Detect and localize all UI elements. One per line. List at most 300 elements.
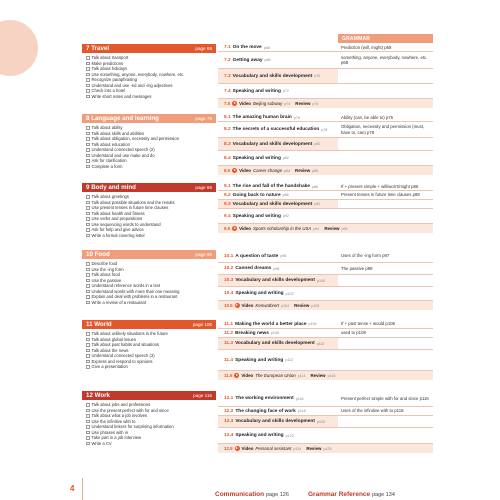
video-cell [218, 226, 433, 231]
lesson-page-ref: p82 [282, 156, 289, 160]
lesson-title-cell [218, 338, 338, 349]
lesson-grammar: something, anyone, everybody, nowhere, etc. p68 [341, 54, 428, 65]
objectives-list [82, 400, 216, 446]
video-page-ref: p104 [281, 303, 290, 308]
lesson-title: Vocabulary and skills development [232, 141, 313, 147]
lesson-page-ref: p120 [316, 419, 325, 424]
objective-text: Understand connected speech (3) [91, 353, 155, 358]
checkbox[interactable] [86, 425, 90, 429]
lesson-title: Vocabulary and skills development [235, 278, 315, 283]
unit-title-text: Body and mind [91, 184, 136, 191]
checkbox[interactable] [86, 273, 90, 277]
checkbox[interactable] [86, 442, 90, 446]
lesson-row[interactable] [218, 191, 433, 200]
objective-text: Talk about greetings [91, 194, 129, 199]
lesson-title-cell [218, 329, 338, 337]
lesson-title-cell [218, 122, 338, 137]
lesson-number: 7.4 [224, 88, 231, 94]
checkbox[interactable] [86, 95, 90, 99]
lesson-title-cell [218, 114, 338, 121]
lesson-page-ref: p86 [311, 184, 318, 189]
objective-text: Use the passive [91, 277, 122, 283]
video-cell [218, 373, 433, 378]
checkbox[interactable] [86, 403, 90, 407]
objective-text: Understand words with more than one meaning [91, 288, 180, 294]
lesson-title: Speaking and writing [232, 155, 281, 161]
video-lesson-number: 11.5 [224, 372, 233, 378]
lesson-title-cell [218, 407, 338, 415]
checkbox[interactable] [86, 431, 90, 435]
unit-title-text: Travel [91, 45, 110, 52]
unit-8 [82, 114, 433, 180]
video-label: Video [239, 100, 251, 106]
unit-header[interactable] [82, 44, 216, 53]
lesson-title-cell [218, 287, 338, 300]
lesson-row[interactable] [218, 275, 433, 287]
lesson-page-ref: p102 [285, 291, 294, 296]
lesson-row[interactable] [218, 416, 433, 428]
checkbox[interactable] [86, 148, 90, 152]
lesson-row[interactable] [218, 428, 433, 444]
video-review-row[interactable] [218, 444, 433, 453]
checkbox[interactable] [86, 301, 90, 305]
video-cell [218, 101, 433, 106]
objective-text: Use verbs and prepositions [91, 216, 143, 221]
video-lesson-number: 9.5 [224, 225, 231, 231]
review-label: Review [294, 302, 310, 308]
lesson-title: The amazing human brain [232, 115, 292, 120]
unit-9 [82, 183, 433, 243]
unit-page: page 116 [193, 393, 212, 398]
lesson-grammar: Present tenses in future time clauses p88 [341, 192, 420, 198]
objective-text: Write short notes and messages [91, 93, 152, 99]
lesson-title-cell [218, 138, 338, 150]
lesson-title-cell [218, 275, 338, 286]
checkbox[interactable] [86, 360, 90, 364]
lesson-number: 7.2 [224, 57, 231, 63]
checkbox[interactable] [86, 354, 90, 358]
checkbox[interactable] [86, 295, 90, 299]
objective-text: Use sequencing words to understand [91, 221, 161, 227]
lesson-title-cell [218, 151, 338, 165]
video-title: Sports scholarship in the USA [252, 225, 312, 231]
objective-item [86, 94, 216, 100]
lesson-row[interactable] [218, 250, 433, 263]
lesson-page-ref: p106 [308, 322, 317, 326]
lesson-row[interactable] [218, 114, 433, 122]
checkbox[interactable] [86, 420, 90, 424]
lesson-title: Canned dreams [235, 266, 272, 271]
lesson-page-ref: p116 [295, 396, 304, 401]
review-page-ref: p125 [323, 446, 332, 451]
checkbox[interactable] [86, 126, 90, 130]
objective-text: Write a formal covering letter [91, 232, 145, 238]
decorative-circle [0, 20, 38, 76]
lesson-title: Making the world a better place [235, 321, 307, 327]
unit-title [86, 45, 109, 52]
lesson-row[interactable] [218, 69, 433, 84]
objectives-list [82, 123, 216, 169]
checkbox[interactable] [86, 137, 90, 141]
lessons-column [218, 250, 433, 310]
video-review-row[interactable] [218, 301, 433, 310]
video-label: Video [241, 302, 254, 308]
checkbox[interactable] [86, 89, 90, 93]
lesson-title-cell [218, 44, 338, 51]
lesson-title-cell [218, 200, 338, 208]
video-label: Video [241, 445, 254, 451]
objective-text: Talk about unlikely situations in the future [91, 331, 168, 336]
unit-header[interactable] [82, 391, 216, 400]
lesson-row[interactable] [218, 122, 433, 138]
lesson-number: 11.2 [224, 330, 234, 336]
lesson-title: Speaking and writing [232, 88, 281, 94]
lesson-number: 8.4 [224, 155, 231, 161]
objective-text: Talk about what a job involves [91, 413, 148, 418]
unit-objectives-panel [82, 183, 216, 238]
lesson-page-ref: p68 [264, 58, 271, 62]
checkbox[interactable] [86, 165, 90, 169]
objective-text: Understand linkers for surprising information [91, 424, 174, 429]
lesson-page-ref: p108 [270, 331, 279, 335]
objective-text: Talk about health and fitness [91, 210, 145, 216]
video-label: Video [239, 167, 251, 173]
video-title: Personal assistant [255, 445, 292, 451]
lesson-title-cell [218, 263, 338, 274]
checkbox[interactable] [86, 414, 90, 418]
objective-text: Use the -ing form [91, 266, 124, 272]
lessons-column [218, 183, 433, 233]
objective-text: Take part in a job interview [91, 435, 142, 440]
unit-page: page 86 [195, 185, 212, 190]
objective-text: Write a CV [91, 440, 112, 446]
lesson-row[interactable] [218, 52, 433, 69]
lesson-title: Breaking news [235, 330, 269, 336]
lesson-page-ref: p92 [282, 214, 289, 218]
lesson-row[interactable] [218, 338, 433, 350]
checkbox[interactable] [86, 365, 90, 369]
unit-page: page 96 [195, 252, 212, 257]
lesson-row[interactable] [218, 407, 433, 416]
unit-title [86, 321, 112, 328]
lesson-grammar: Uses of the infinitive with to p118 [341, 408, 404, 414]
video-lesson-number: 10.5 [224, 302, 233, 308]
unit-header[interactable] [82, 250, 216, 259]
objectives-list [82, 329, 216, 370]
lesson-title: Speaking and writing [232, 213, 281, 219]
lesson-grammar: The passive p98 [341, 265, 373, 271]
checkbox[interactable] [86, 56, 90, 60]
unit-title [86, 115, 159, 122]
objective-text: Understand reference words in a text [91, 283, 161, 288]
video-play-icon [234, 373, 239, 378]
checkbox[interactable] [86, 67, 90, 71]
unit-page: page 68 [195, 46, 212, 51]
unit-objectives-panel [82, 320, 216, 370]
lesson-page-ref: p98 [273, 266, 280, 271]
lesson-number: 10.1 [224, 253, 234, 259]
footer-grammar-reference-page: page 134 [371, 492, 395, 498]
lesson-title: Vocabulary and skills development [232, 73, 313, 79]
checkbox[interactable] [86, 228, 90, 232]
unit-objectives-panel [82, 44, 216, 99]
lesson-page-ref: p68 [263, 45, 270, 50]
footer-communication-label: Communication [215, 491, 265, 498]
lesson-title: On the move [232, 45, 262, 50]
checkbox[interactable] [86, 436, 90, 440]
lessons-column [218, 391, 433, 453]
checkbox[interactable] [86, 201, 90, 205]
checkbox[interactable] [86, 217, 90, 221]
checkbox[interactable] [86, 206, 90, 210]
lesson-row[interactable] [218, 200, 433, 209]
lesson-grammar: Uses of the -ing form p97 [341, 253, 390, 259]
objective-text: Talk about past habits and situations [91, 342, 160, 347]
lesson-row[interactable] [218, 391, 433, 407]
checkbox[interactable] [86, 284, 90, 288]
review-page-ref: p85 [312, 168, 319, 173]
checkbox[interactable] [86, 279, 90, 283]
unit-number: 10 [86, 251, 93, 258]
lesson-row[interactable] [218, 151, 433, 166]
unit-title [86, 184, 136, 191]
lesson-number: 10.3 [224, 278, 234, 283]
footer-communication-page: page 126 [265, 492, 289, 498]
lesson-number: 8.3 [224, 141, 231, 147]
unit-number: 7 [86, 45, 90, 52]
lesson-row[interactable] [218, 44, 433, 52]
objective-text: Explain and deal with problems in a restaurant [91, 294, 178, 299]
checkbox[interactable] [86, 349, 90, 353]
video-cell [218, 446, 433, 451]
objective-text: Express and respond to opinions [91, 358, 153, 364]
checkbox[interactable] [86, 143, 90, 147]
objective-text: Ask for help and give advice [91, 227, 144, 232]
lesson-number: 12.4 [224, 433, 234, 438]
objective-item [86, 300, 216, 306]
lesson-grammar: used to p108 [341, 330, 366, 336]
unit-header[interactable] [82, 114, 216, 123]
lesson-page-ref: p78 [321, 127, 328, 132]
unit-objectives-panel [82, 114, 216, 169]
lesson-page-ref: p80 [314, 142, 321, 146]
lesson-row[interactable] [218, 183, 433, 191]
lesson-row[interactable] [218, 209, 433, 224]
lesson-title: Getting away [232, 57, 263, 63]
lessons-column [218, 320, 433, 380]
checkbox[interactable] [86, 262, 90, 266]
lesson-number: 7.1 [224, 45, 231, 50]
checkbox[interactable] [86, 132, 90, 136]
lesson-title-cell [218, 350, 338, 370]
checkbox[interactable] [86, 409, 90, 413]
lesson-title: Speaking and writing [235, 291, 284, 296]
objective-text: Talk about food [91, 272, 120, 277]
lesson-grammar: Present perfect simple with for and since p116 [341, 395, 429, 401]
checkbox[interactable] [86, 332, 90, 336]
lesson-row[interactable] [218, 138, 433, 151]
lesson-number: 11.3 [224, 341, 234, 346]
objective-text: Give a presentation [91, 364, 128, 369]
lesson-row[interactable] [218, 329, 433, 338]
checkbox[interactable] [86, 159, 90, 163]
objective-text: Talk about education [91, 141, 130, 147]
checkbox[interactable] [86, 343, 90, 347]
video-play-icon [232, 226, 237, 231]
objective-text: Understand and use make and do [91, 152, 155, 158]
video-lesson-number: 12.5 [224, 445, 233, 451]
objective-item [86, 364, 216, 370]
review-label: Review [310, 372, 326, 378]
lesson-title: The secrets of a successful education [232, 127, 320, 132]
lesson-page-ref: p118 [297, 409, 306, 413]
lesson-title: Vocabulary and skills development [235, 341, 315, 346]
lesson-grammar: Ability (can, be able to) p76 [341, 114, 394, 120]
video-lesson-number: 8.5 [224, 167, 231, 173]
footer-grammar-reference-label: Grammar Reference [308, 491, 371, 498]
lesson-page-ref: p112 [285, 358, 294, 362]
lesson-title-cell [218, 69, 338, 83]
objective-text: Describe food [91, 261, 118, 266]
lesson-row[interactable] [218, 320, 433, 329]
unit-12 [82, 391, 433, 463]
unit-number: 12 [86, 392, 93, 399]
lesson-number: 8.2 [224, 127, 231, 132]
video-play-icon [232, 101, 237, 106]
review-page-ref: p115 [327, 373, 336, 378]
video-play-icon [232, 168, 237, 173]
unit-number: 8 [86, 115, 90, 122]
lesson-title-cell [218, 250, 338, 262]
objective-text: Recognize paraphrasing [91, 77, 137, 82]
objective-text: Talk about ability [91, 125, 123, 130]
checkbox[interactable] [86, 84, 90, 88]
lesson-number: 9.1 [224, 184, 231, 189]
review-label: Review [324, 225, 340, 231]
lesson-number: 12.1 [224, 396, 234, 401]
video-lesson-number: 7.5 [224, 100, 231, 106]
lesson-row[interactable] [218, 287, 433, 301]
checkbox[interactable] [86, 212, 90, 216]
footer-communication[interactable] [215, 491, 289, 498]
unit-title-text: Work [94, 392, 110, 399]
lesson-title: The rise and fall of the handshake [232, 184, 310, 189]
objective-text: Talk about obligation, necessity and permission [91, 136, 180, 141]
review-page-ref: p105 [311, 303, 320, 308]
unit-header[interactable] [82, 183, 216, 192]
objective-text: Use present tenses in future time clauses [91, 205, 169, 210]
objective-item [86, 441, 216, 447]
grammar-column-header: GRAMMAR [338, 34, 433, 43]
lesson-title-cell [218, 416, 338, 427]
unit-11 [82, 320, 433, 385]
video-review-row[interactable] [218, 371, 433, 380]
unit-header[interactable] [82, 320, 216, 329]
lesson-number: 12.3 [224, 419, 234, 424]
checkbox[interactable] [86, 234, 90, 238]
lesson-title-cell [218, 183, 338, 190]
unit-title-text: Food [94, 251, 110, 258]
video-review-row[interactable] [218, 99, 433, 108]
lesson-title-cell [218, 209, 338, 223]
lesson-number: 8.1 [224, 115, 231, 120]
lesson-page-ref: p72 [282, 89, 289, 93]
unit-title-text: Language and learning [91, 115, 159, 122]
checkbox[interactable] [86, 154, 90, 158]
page-number: 4 [70, 484, 75, 493]
video-review-row[interactable] [218, 224, 433, 233]
objective-text: Talk about jobs and professions [91, 402, 151, 407]
lesson-number: 12.2 [224, 408, 234, 414]
lesson-title: A question of taste [235, 253, 279, 259]
checkbox[interactable] [86, 78, 90, 82]
lesson-title-cell [218, 428, 338, 443]
checkbox[interactable] [86, 223, 90, 227]
review-label: Review [306, 445, 322, 451]
video-page-ref: p94 [313, 226, 320, 231]
checkbox[interactable] [86, 290, 90, 294]
unit-page: page 76 [195, 116, 212, 121]
lesson-title: The changing face of work [235, 408, 296, 414]
review-label: Review [295, 100, 311, 106]
lesson-number: 11.4 [224, 357, 234, 363]
checkbox[interactable] [86, 338, 90, 342]
objective-text: Use phrases with in [91, 429, 129, 435]
video-review-row[interactable] [218, 166, 433, 175]
lesson-title-cell [218, 52, 338, 68]
objectives-list [82, 192, 216, 238]
checkbox[interactable] [86, 268, 90, 272]
objectives-list [82, 259, 216, 305]
video-page-ref: p114 [297, 373, 306, 378]
lesson-row[interactable] [218, 84, 433, 99]
objective-text: Talk about transport [91, 55, 129, 60]
checkbox[interactable] [86, 62, 90, 66]
unit-page: page 106 [192, 322, 212, 327]
video-play-icon [235, 446, 240, 451]
lesson-title: Vocabulary and skills development [232, 201, 313, 207]
footer-grammar-reference[interactable] [308, 491, 395, 498]
checkbox[interactable] [86, 195, 90, 199]
objective-text: Talk about global issues [91, 336, 136, 342]
lesson-number: 9.3 [224, 201, 231, 207]
checkbox[interactable] [86, 73, 90, 77]
unit-number: 9 [86, 184, 90, 191]
lesson-number: 7.3 [224, 73, 231, 79]
video-label: Video [239, 225, 251, 231]
lesson-row[interactable] [218, 263, 433, 275]
objective-text: Talk about the news [91, 347, 129, 353]
unit-objectives-panel [82, 250, 216, 305]
lesson-title-cell [218, 191, 338, 199]
objective-text: Use the infinitive with to [91, 418, 136, 424]
objective-text: Talk about skills and abilities [91, 130, 145, 136]
review-page-ref: p75 [312, 101, 319, 106]
lessons-column [218, 44, 433, 108]
lesson-row[interactable] [218, 350, 433, 371]
lesson-number: 10.2 [224, 266, 234, 271]
unit-7 [82, 44, 433, 119]
lesson-page-ref: p100 [316, 278, 325, 283]
lesson-page-ref: p122 [285, 433, 294, 438]
lesson-grammar: If + present simple + will/won't/might p86 [341, 183, 419, 189]
unit-title-text: World [94, 321, 112, 328]
lesson-number: 10.4 [224, 291, 234, 296]
review-label: Review [295, 167, 311, 173]
lesson-title: Speaking and writing [235, 433, 284, 438]
lesson-title: Speaking and writing [235, 357, 284, 363]
lesson-page-ref: p90 [314, 202, 321, 206]
